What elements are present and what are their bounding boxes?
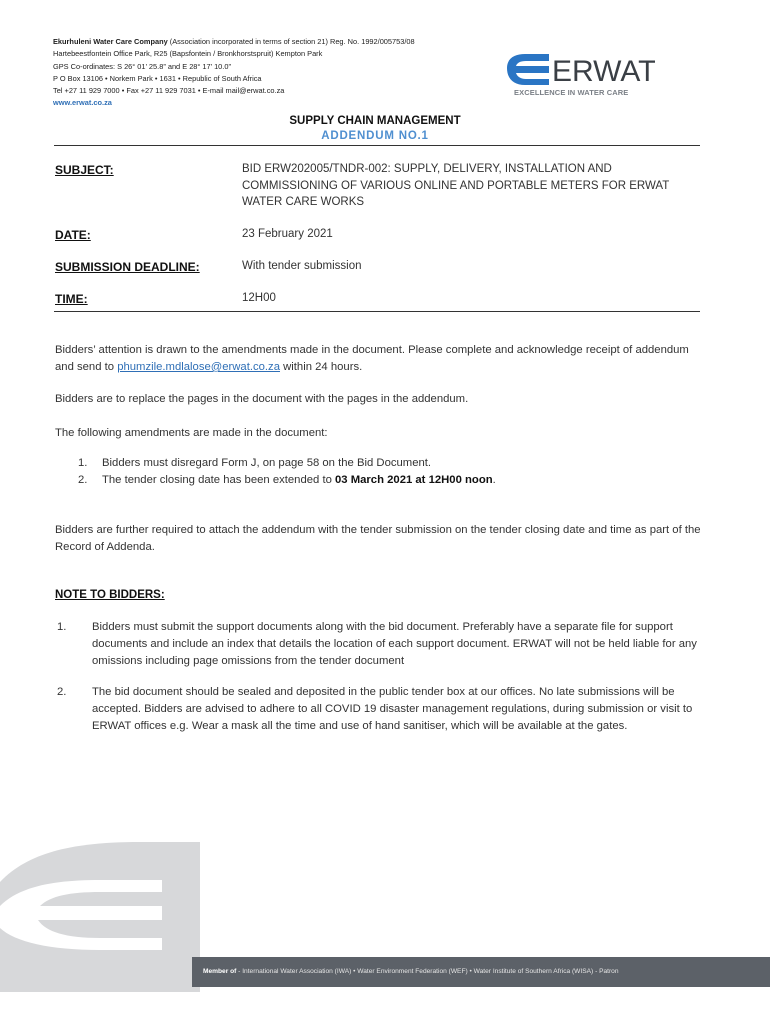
company-website-link[interactable]: www.erwat.co.za (53, 98, 112, 108)
deadline-value: With tender submission (242, 260, 362, 272)
note-to-bidders-heading: NOTE TO BIDDERS: (55, 589, 165, 601)
footer-text: - International Water Association (IWA) • Water Environment Federation (WEF) • Water Institute of Southern Africa (WISA) - Patron (236, 968, 619, 975)
logo-text: ERWAT (552, 55, 655, 88)
amendments-intro: The following amendments are made in the document: (55, 427, 328, 439)
page-title: SUPPLY CHAIN MANAGEMENT (289, 115, 461, 127)
attention-text: Bidders’ attention is drawn to the amendments made in the document. Please complete and acknowledge receipt of addendum and send to (55, 344, 689, 373)
note-number: 2. (57, 686, 67, 698)
amendment-text: Bidders must disregard Form J, on page 58 on the Bid Document. (102, 457, 432, 469)
company-registration: (Association incorporated in terms of section 21) Reg. No. 1992/005753/08 (169, 37, 415, 46)
attention-text-end: within 24 hours. (279, 361, 363, 373)
attention-paragraph (55, 342, 705, 376)
subject-label: SUBJECT: (55, 163, 114, 177)
contact-email-link[interactable]: phumzile.mdlalose@erwat.co.za (117, 361, 280, 373)
record-of-addenda-paragraph: Bidders are further required to attach the addendum with the tender submission on the tender closing date and time as part of the Record of Addenda. (55, 524, 701, 553)
footer-member-label: Member of (203, 968, 237, 975)
amendment-text-end: . (492, 474, 496, 486)
replace-pages-paragraph: Bidders are to replace the pages in the document with the pages in the addendum. (55, 393, 469, 405)
letterhead (53, 36, 415, 110)
new-closing-date: 03 March 2021 at 12H00 noon (335, 474, 493, 486)
amendment-item (78, 474, 496, 486)
footer-memberships (203, 968, 619, 975)
erwat-watermark-icon (0, 842, 200, 992)
erwat-logo-mark-icon (505, 52, 655, 88)
amendment-text: The tender closing date has been extended to (102, 474, 336, 486)
addendum-number: ADDENDUM NO.1 (321, 130, 429, 142)
time-label: TIME: (55, 292, 88, 306)
date-value: 23 February 2021 (242, 228, 333, 240)
amendment-number: 2. (78, 474, 88, 486)
subject-value: BID ERW202005/TNDR-002: SUPPLY, DELIVERY, INSTALLATION AND COMMISSIONING OF VARIOUS ONLINE AND PORTABLE METERS FOR ERWAT WATER CARE WORKS (242, 163, 670, 208)
amendment-item (78, 457, 431, 469)
date-label: DATE: (55, 228, 91, 242)
bottom-divider (54, 311, 700, 312)
deadline-label: SUBMISSION DEADLINE: (55, 260, 200, 274)
company-po-box: P O Box 13106 • Norkem Park • 1631 • Republic of South Africa (53, 73, 262, 83)
note-text: The bid document should be sealed and deposited in the public tender box at our offices. No late submissions will be accepted. Bidders are advised to adhere to all COVID 19 disaster management regulations, during submission or visit to ERWAT offices e.g. Wear a mask all the time and use of hand sanitiser, which will be available at the gates. (92, 686, 693, 732)
logo-tagline: EXCELLENCE IN WATER CARE (514, 88, 629, 97)
note-text: Bidders must submit the support documents along with the bid document. Preferably have a separate file for support documents and include an index that details the location of each support document. ERWAT will not be held liable for any omissions including page omissions from the tender document (92, 621, 697, 667)
note-number: 1. (57, 621, 67, 633)
amendment-number: 1. (78, 457, 88, 469)
company-address: Hartebeestfontein Office Park, R25 (Bapsfontein / Bronkhorstspruit) Kempton Park (53, 49, 323, 59)
company-gps: GPS Co-ordinates: S 26° 01’ 25.8” and E 28° 17’ 10.0” (53, 61, 231, 71)
company-contact: Tel +27 11 929 7000 • Fax +27 11 929 7031 • E-mail mail@erwat.co.za (53, 86, 285, 96)
time-value: 12H00 (242, 292, 276, 304)
top-divider (54, 145, 700, 146)
company-name: Ekurhuleni Water Care Company (53, 37, 168, 46)
